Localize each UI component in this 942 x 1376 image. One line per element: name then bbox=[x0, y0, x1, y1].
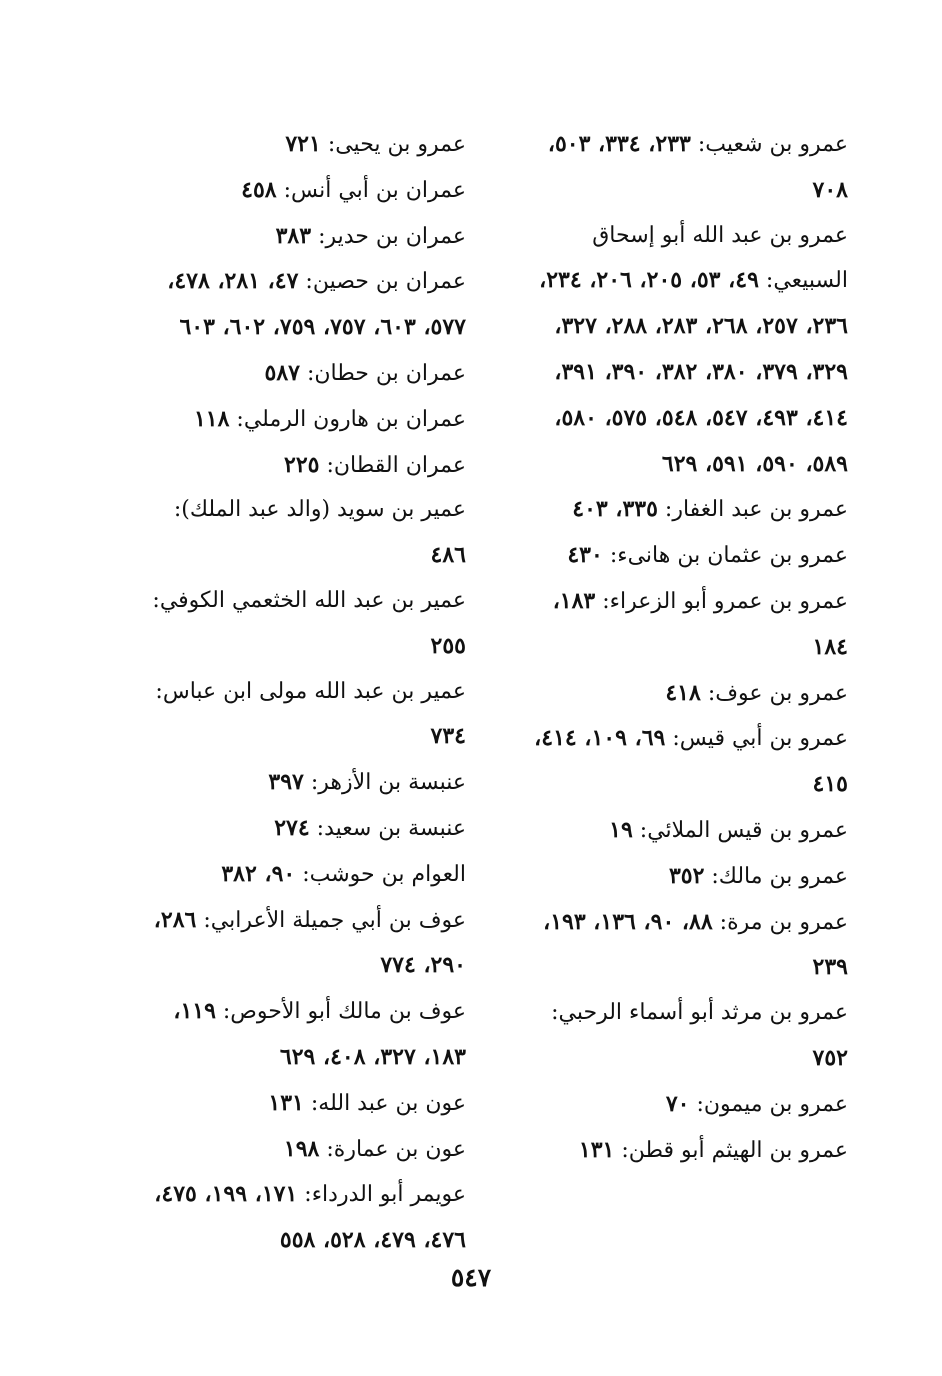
entry-name: عمران بن حدير: bbox=[318, 223, 466, 249]
entry-name: عمرو بن مرثد أبو أسماء الرحبي: bbox=[551, 1000, 848, 1026]
entry-refs: ٤٩، ٥٣، ٢٠٥، ٢٠٦، ٢٣٤، ٢٣٦، ٢٥٧، ٢٦٨، ٢٨٣، ٢٨٨، ٣٢٧، ٣٢٩، ٣٧٩، ٣٨٠، ٣٨٢، ٣٩٠، ٣٩١، ٤١٤، ٤٩٣، ٥٤٧، ٥٤٨، ٥٧٥، ٥٨٠، ٥٨٩، ٥٩٠، ٥٩١، ٦٢٩ bbox=[539, 267, 848, 477]
entry-refs: ٣٩٧ bbox=[268, 769, 304, 796]
entry-name: عنبسة بن الأزهر: bbox=[310, 770, 466, 796]
index-entry bbox=[132, 898, 466, 990]
entry-refs: ٣٥٢ bbox=[668, 862, 705, 889]
entry-name: عمرو بن عمرو أبو الزعراء: bbox=[602, 588, 848, 614]
index-entry bbox=[132, 214, 466, 260]
entry-refs: ١٣١ bbox=[268, 1089, 304, 1116]
index-entry bbox=[520, 716, 848, 808]
index-entry bbox=[520, 991, 848, 1082]
index-entry bbox=[520, 214, 848, 488]
entry-refs: ٤٣٠ bbox=[567, 542, 603, 569]
left-index-column bbox=[132, 122, 466, 1264]
entry-name: عوف بن أبي جميلة الأعرابي: bbox=[203, 907, 466, 933]
index-entry bbox=[132, 989, 466, 1081]
index-entry bbox=[132, 443, 466, 489]
entry-name: عمران بن أبي أنس: bbox=[283, 177, 466, 203]
entry-refs: ٤٧، ٢٨١، ٤٧٨، ٥٧٧، ٦٠٣، ٧٥٧، ٧٥٩، ٦٠٢، ٦٠٣ bbox=[167, 268, 466, 341]
index-entry bbox=[132, 670, 466, 761]
entry-refs: ١٩٨ bbox=[283, 1135, 320, 1162]
entry-name: عمرو بن مرة: bbox=[719, 909, 848, 935]
entry-name: عمرو بن عبد الغفار: bbox=[664, 497, 848, 523]
index-entry bbox=[132, 806, 466, 852]
entry-name: عمرو بن يحيى: bbox=[327, 132, 466, 157]
entry-name: العوام بن حوشب: bbox=[302, 861, 466, 887]
index-entry bbox=[132, 1172, 466, 1264]
entry-name: عمير بن عبد الله مولى ابن عباس: bbox=[155, 678, 466, 704]
index-entry bbox=[520, 122, 848, 214]
entry-name: عمرو بن ميمون: bbox=[696, 1091, 848, 1117]
entry-name: عون بن عمارة: bbox=[326, 1136, 466, 1162]
entry-name: عمرو بن شعيب: bbox=[697, 132, 848, 157]
index-entry bbox=[520, 487, 848, 533]
entry-refs: ٧٢١ bbox=[285, 131, 321, 157]
index-entry bbox=[520, 1128, 848, 1174]
entry-refs: ٧٣٤ bbox=[430, 723, 466, 750]
index-entry bbox=[132, 488, 466, 579]
index-entry bbox=[520, 900, 848, 992]
entry-name: عون بن عبد الله: bbox=[310, 1090, 466, 1116]
entry-name: عمرو بن قيس الملائي: bbox=[639, 817, 848, 843]
index-entry bbox=[520, 579, 848, 671]
index-entry bbox=[132, 397, 466, 443]
entry-name: عمير بن سويد (والد عبد الملك): bbox=[173, 497, 466, 523]
entry-refs: ٤٥٨ bbox=[241, 176, 277, 203]
entry-name: عمران بن هارون الرملي: bbox=[236, 406, 466, 432]
index-entry bbox=[132, 760, 466, 806]
entry-refs: ٥٨٧ bbox=[264, 359, 300, 386]
index-entry bbox=[132, 168, 466, 214]
entry-refs: ١٧١، ١٩٩، ٤٧٥، ٤٧٦، ٤٧٩، ٥٢٨، ٥٥٨ bbox=[154, 1181, 466, 1254]
entry-refs: ٣٨٣ bbox=[275, 222, 312, 249]
entry-refs: ٢٨٦، ٢٩٠، ٧٧٤ bbox=[153, 906, 466, 979]
index-entry bbox=[132, 1127, 466, 1173]
entry-name: عمرو بن الهيثم أبو قطن: bbox=[621, 1137, 848, 1163]
entry-refs: ٩٠، ٣٨٢ bbox=[221, 860, 296, 887]
entry-name: عمران القطان: bbox=[326, 452, 466, 478]
entry-refs: ٤٨٦ bbox=[430, 542, 466, 569]
entry-refs: ٢٥٥ bbox=[430, 632, 466, 659]
index-entry bbox=[132, 852, 466, 898]
index-entry bbox=[132, 579, 466, 670]
entry-name: عمرو بن مالك: bbox=[711, 863, 848, 889]
entry-refs: ٦٩، ١٠٩، ٤١٤، ٤١٥ bbox=[534, 725, 848, 798]
index-entry bbox=[520, 1082, 848, 1128]
index-entry bbox=[132, 122, 466, 168]
entry-refs: ٤١٨ bbox=[665, 679, 701, 706]
index-entry bbox=[132, 351, 466, 397]
index-entry bbox=[520, 533, 848, 579]
right-index-column bbox=[520, 122, 848, 1173]
entry-name: عمران بن حصين: bbox=[305, 269, 466, 295]
entry-name: عنبسة بن سعيد: bbox=[316, 815, 466, 841]
entry-name: عوف بن مالك أبو الأحوص: bbox=[222, 999, 466, 1025]
entry-name: عويمر أبو الدرداء: bbox=[304, 1182, 466, 1208]
index-entry bbox=[132, 1081, 466, 1127]
entry-refs: ٢٧٤ bbox=[274, 814, 310, 841]
entry-refs: ١١٩، ١٨٣، ٣٢٧، ٤٠٨، ٦٢٩ bbox=[173, 998, 466, 1070]
entry-refs: ٢٣٣، ٣٣٤، ٥٠٣، ٧٠٨ bbox=[547, 131, 848, 203]
entry-name: عمرو بن عثمان بن هانىء: bbox=[609, 543, 848, 569]
entry-refs: ٧٠ bbox=[665, 1090, 690, 1117]
entry-refs: ١٩ bbox=[609, 816, 633, 843]
index-entry bbox=[520, 671, 848, 717]
index-entry bbox=[520, 854, 848, 900]
entry-refs: ٧٥٢ bbox=[812, 1044, 848, 1071]
entry-refs: ٨٨، ٩٠، ١٣٦، ١٩٣، ٢٣٩ bbox=[543, 908, 848, 981]
entry-refs: ١٣١ bbox=[578, 1136, 615, 1163]
entry-name: عمرو بن أبي قيس: bbox=[672, 726, 848, 752]
entry-refs: ١٨٣، ١٨٤ bbox=[552, 587, 848, 660]
entry-name: عمران بن حطان: bbox=[306, 360, 466, 386]
entry-name: عمير بن عبد الله الخثعمي الكوفي: bbox=[152, 587, 466, 613]
index-entry bbox=[132, 259, 466, 351]
entry-refs: ١١٨ bbox=[193, 405, 230, 432]
entry-name: عمرو بن عوف: bbox=[707, 680, 848, 706]
entry-name: عمرو بن عبد الله أبو إسحاق السبيعي: bbox=[592, 222, 848, 294]
entry-refs: ٣٣٥، ٤٠٣ bbox=[572, 496, 658, 523]
page-number: ٥٤٧ bbox=[450, 1263, 492, 1292]
entry-refs: ٢٢٥ bbox=[284, 451, 320, 478]
index-entry bbox=[520, 808, 848, 854]
